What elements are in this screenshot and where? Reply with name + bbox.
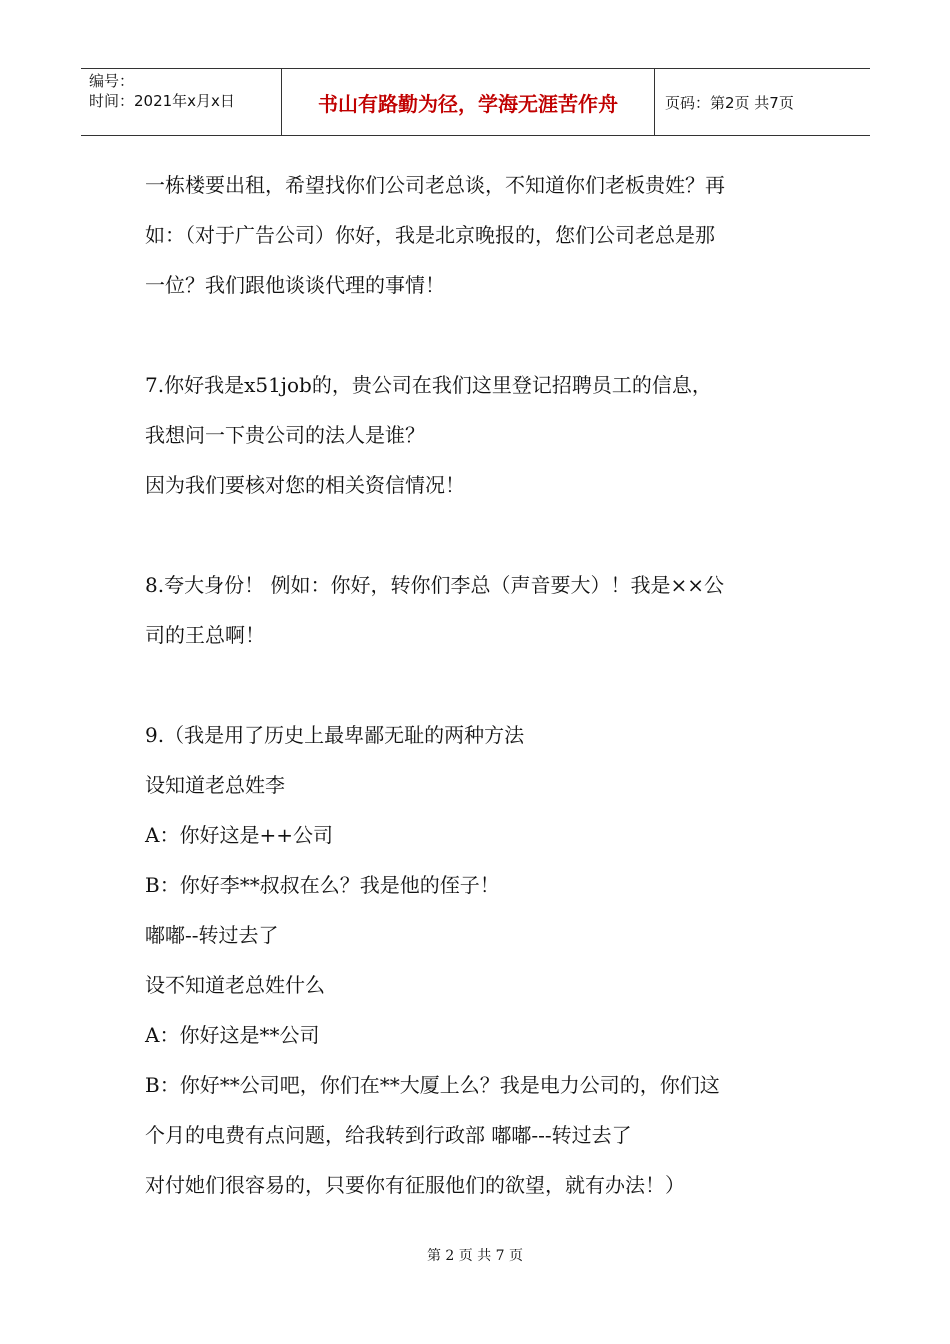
body-line: 设知道老总姓李 xyxy=(145,773,285,797)
page-code-cell xyxy=(655,69,870,135)
body-line: B：你好李**叔叔在么？我是他的侄子！ xyxy=(145,873,500,897)
number-label: 编号： xyxy=(89,72,135,90)
body-line: 设不知道老总姓什么 xyxy=(145,973,325,997)
body-line: 8.夸大身份！ 例如：你好，转你们李总（声音要大）！我是××公 xyxy=(145,573,724,597)
body-line: 个月的电费有点问题，给我转到行政部 嘟嘟---转过去了 xyxy=(145,1123,632,1147)
body-line: B：你好**公司吧，你们在**大厦上么？我是电力公司的，你们这 xyxy=(145,1073,720,1097)
body-line: 司的王总啊！ xyxy=(145,623,265,647)
page-code: 页码：第2页 共7页 xyxy=(665,93,794,112)
page-header xyxy=(81,68,870,136)
footer-page-number: 第 2 页 共 7 页 xyxy=(426,1248,524,1264)
header-meta-cell xyxy=(81,69,282,135)
body-line: 因为我们要核对您的相关资信情况！ xyxy=(145,473,465,497)
body-line: 如：（对于广告公司）你好，我是北京晚报的，您们公司老总是那 xyxy=(145,223,715,247)
body-line: A：你好这是++公司 xyxy=(145,823,333,847)
body-line: 嘟嘟--转过去了 xyxy=(145,923,279,947)
paragraph-gap xyxy=(145,660,825,710)
body-line: 对付她们很容易的，只要你有征服他们的欲望，就有办法！） xyxy=(145,1173,685,1197)
paragraph-gap xyxy=(145,510,825,560)
body-line: 7.你好我是x51job的，贵公司在我们这里登记招聘员工的信息， xyxy=(145,373,712,397)
document-body xyxy=(145,160,825,1210)
body-line: 一栋楼要出租，希望找你们公司老总谈，不知道你们老板贵姓？再 xyxy=(145,173,725,197)
motto-cell xyxy=(282,69,655,135)
paragraph-gap xyxy=(145,310,825,360)
body-line: 我想问一下贵公司的法人是谁？ xyxy=(145,423,425,447)
motto-text: 书山有路勤为径，学海无涯苦作舟 xyxy=(318,91,618,116)
page-footer xyxy=(0,1245,950,1265)
date-label: 时间：2021年x月x日 xyxy=(89,92,235,110)
body-line: 一位？我们跟他谈谈代理的事情！ xyxy=(145,273,445,297)
body-line: A：你好这是**公司 xyxy=(145,1023,320,1047)
body-line: 9.（我是用了历史上最卑鄙无耻的两种方法 xyxy=(145,723,525,747)
